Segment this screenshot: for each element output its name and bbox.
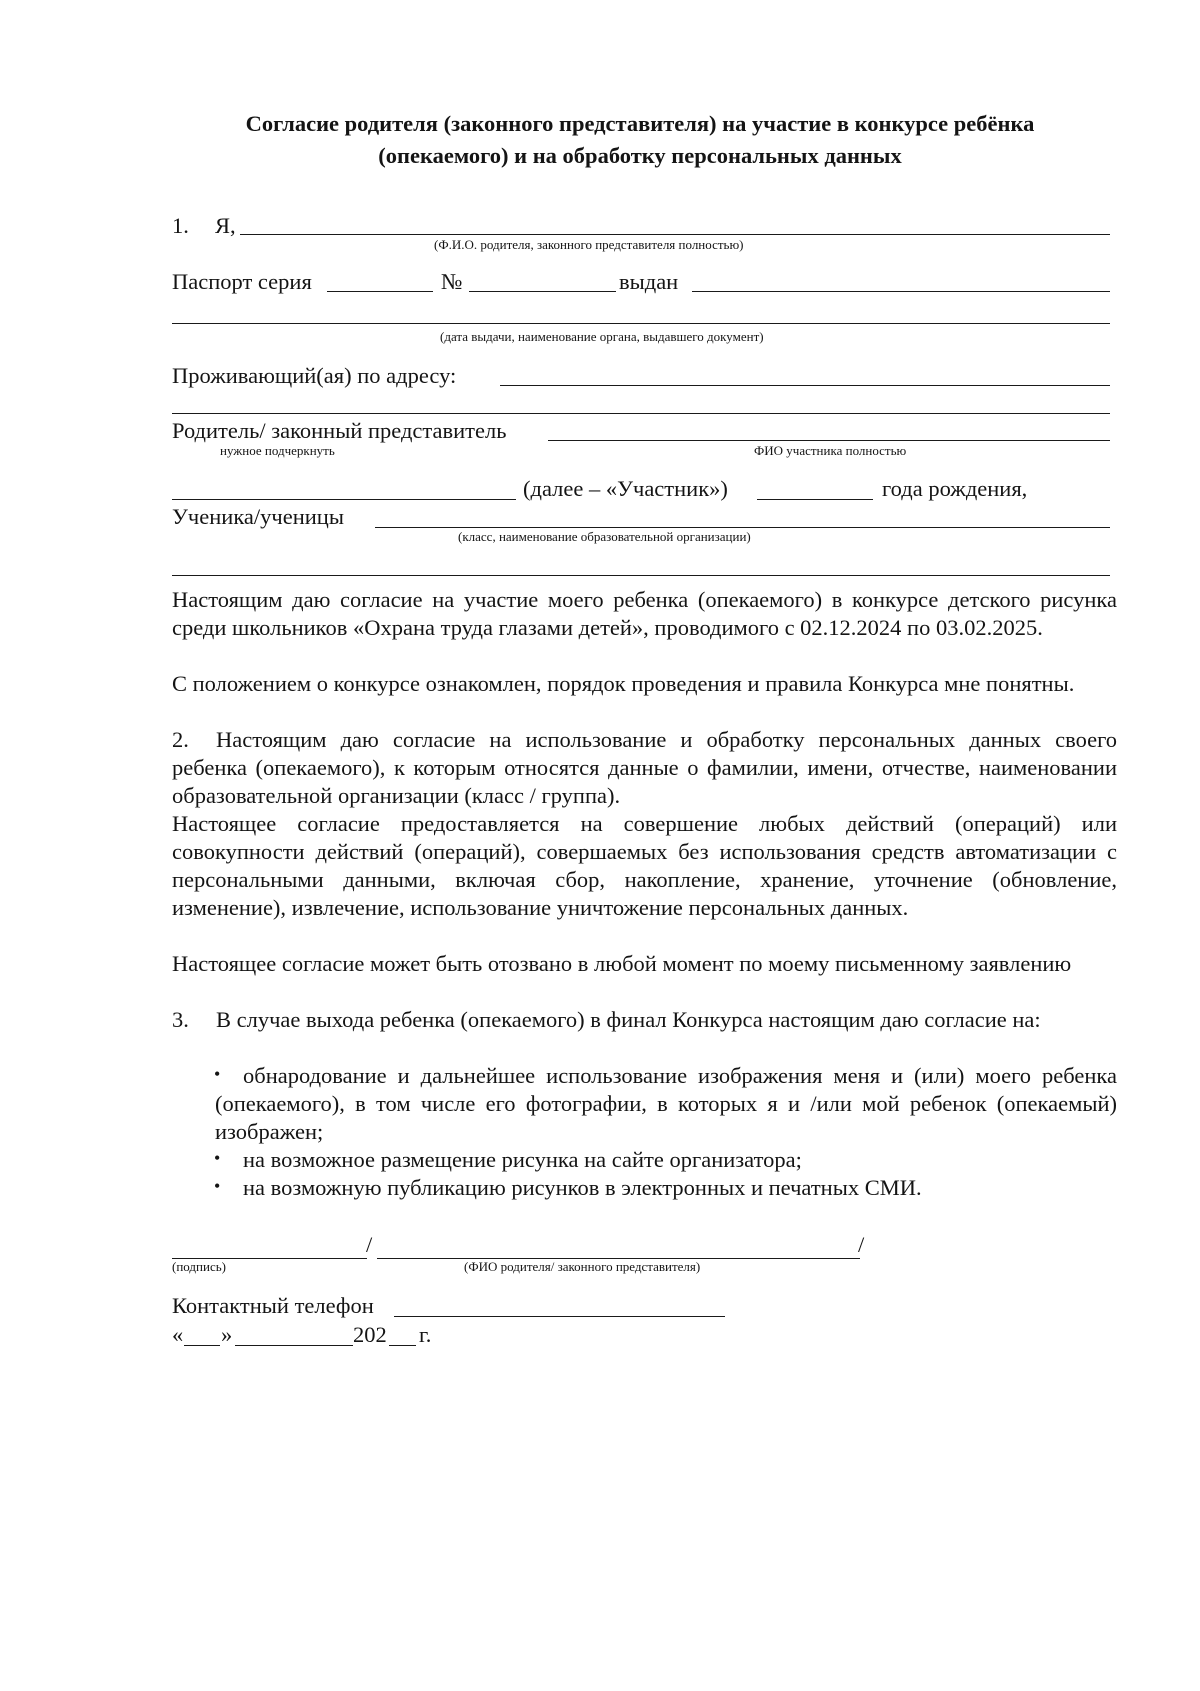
contact-phone-label: Контактный телефон bbox=[172, 1293, 374, 1318]
personal-data-consent-paragraph: Настоящим даю согласие на использование и обработку персональных данных своего ребенка (опекаемого), к которым относятся данные о фамилии, имени, отчестве, наименовании образовательной организации (класс / группа). bbox=[172, 727, 1117, 808]
parent-representative-label: Родитель/ законный представитель bbox=[172, 418, 507, 443]
passport-number-field[interactable] bbox=[469, 291, 616, 292]
bullet-item-1: обнародование и дальнейшее использование изображения меня и (или) моего ребенка (опекаемого), в том числе его фотографии, в которых я и /или мой ребенок (опекаемый) изображен; bbox=[215, 1063, 1117, 1144]
date-close-quote: » bbox=[221, 1322, 233, 1347]
participant-label: (далее – «Участник») bbox=[523, 476, 728, 501]
revocation-paragraph: Настоящее согласие может быть отозвано в любой момент по моему письменному заявлению bbox=[172, 951, 1072, 976]
birth-year-field[interactable] bbox=[757, 499, 873, 500]
signature-slash-2: / bbox=[858, 1232, 865, 1257]
finalist-consent-paragraph: В случае выхода ребенка (опекаемого) в финал Конкурса настоящим даю согласие на: bbox=[216, 1007, 1041, 1032]
date-year-prefix: 202 bbox=[353, 1322, 387, 1347]
title-line-2: (опекаемого) и на обработку персональных данных bbox=[378, 143, 902, 168]
processing-actions-paragraph: Настоящее согласие предоставляется на совершение любых действий (операций) или совокупности действий (операций), совершаемых без использования средств автоматизации с персональными данными, включая сбор, накопление, хранение, уточнение (обновление, изменение), извлечение, использование уничтожение персональных данных. bbox=[172, 811, 1117, 920]
bullet-item-3: на возможную публикацию рисунков в электронных и печатных СМИ. bbox=[243, 1175, 922, 1200]
item-3-number: 3. bbox=[172, 1007, 189, 1032]
passport-series-field[interactable] bbox=[327, 291, 433, 292]
bullet-item-2: на возможное размещение рисунка на сайте организатора; bbox=[243, 1147, 802, 1172]
signature-caption: (подпись) bbox=[172, 1259, 226, 1274]
issued-label: выдан bbox=[619, 269, 679, 294]
parent-name-field[interactable] bbox=[240, 234, 1110, 235]
participant-name-field-line-2[interactable] bbox=[172, 499, 516, 500]
school-class-caption: (класс, наименование образовательной организации) bbox=[458, 529, 751, 544]
address-field[interactable] bbox=[500, 385, 1110, 386]
address-field-line-2[interactable] bbox=[172, 413, 1110, 414]
regulations-paragraph: С положением о конкурсе ознакомлен, порядок проведения и правила Конкурса мне понятны. bbox=[172, 671, 1075, 696]
item-1-number: 1. bbox=[172, 213, 189, 238]
school-class-field-line-2[interactable] bbox=[172, 575, 1110, 576]
bullet-marker-1: • bbox=[214, 1064, 221, 1084]
signer-name-caption: (ФИО родителя/ законного представителя) bbox=[464, 1259, 701, 1274]
document-title bbox=[170, 108, 1110, 172]
passport-series-label: Паспорт серия bbox=[172, 269, 312, 294]
contest-consent-paragraph: Настоящим даю согласие на участие моего ребенка (опекаемого) в конкурсе детского рисунка среди школьников «Охрана труда глазами детей», проводимого с 02.12.2024 по 03.02.2025. bbox=[172, 587, 1117, 640]
bullet-marker-2: • bbox=[214, 1148, 221, 1168]
title-line-1: Согласие родителя (законного представителя) на участие в конкурсе ребёнка bbox=[245, 111, 1035, 136]
item-2-number: 2. bbox=[172, 727, 189, 752]
signature-slash-1: / bbox=[366, 1232, 373, 1257]
parent-name-caption: (Ф.И.О. родителя, законного представителя полностью) bbox=[434, 237, 744, 252]
participant-name-field[interactable] bbox=[548, 440, 1110, 441]
participant-name-caption: ФИО участника полностью bbox=[754, 443, 907, 458]
contact-phone-field[interactable] bbox=[394, 1316, 725, 1317]
date-year-suffix: г. bbox=[419, 1322, 432, 1347]
date-month-field[interactable] bbox=[235, 1345, 353, 1346]
date-day-field[interactable] bbox=[184, 1345, 220, 1346]
school-class-field[interactable] bbox=[375, 527, 1110, 528]
address-label: Проживающий(ая) по адресу: bbox=[172, 363, 457, 388]
issued-by-field[interactable] bbox=[692, 291, 1110, 292]
date-year-field[interactable] bbox=[389, 1345, 416, 1346]
passport-number-label: № bbox=[441, 269, 463, 294]
underline-needed-caption: нужное подчеркнуть bbox=[220, 443, 335, 458]
birth-label: года рождения, bbox=[882, 476, 1028, 501]
student-label: Ученика/ученицы bbox=[172, 504, 344, 529]
date-open-quote: « bbox=[172, 1322, 184, 1347]
ya-label: Я, bbox=[215, 213, 236, 238]
bullet-marker-3: • bbox=[214, 1176, 221, 1196]
issued-by-field-line-2[interactable] bbox=[172, 323, 1110, 324]
issued-caption: (дата выдачи, наименование органа, выдавшего документ) bbox=[440, 329, 764, 344]
